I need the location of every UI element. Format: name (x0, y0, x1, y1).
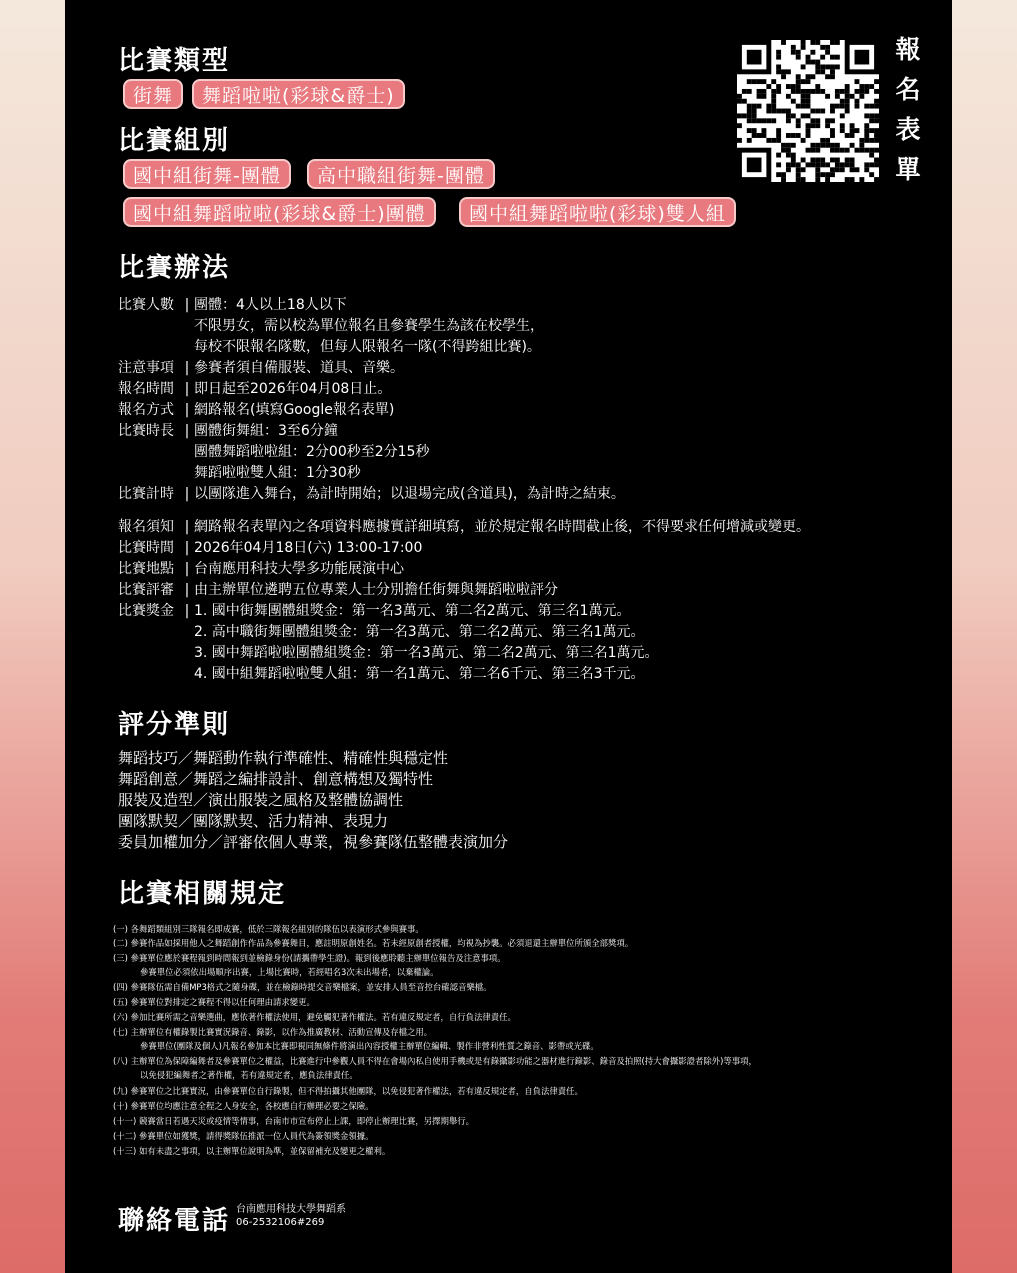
group-tag-1: 國中組街舞-團體 (123, 159, 291, 189)
section-title-rules: 比賽相關規定 (118, 879, 287, 909)
detail-prize-4: 4. 國中組舞蹈啦啦雙人組：第一名1萬元、第二名6千元、第三名3千元。 (194, 666, 645, 682)
rule-item: (二) 參賽作品如採用他人之舞蹈創作作品為參賽舞目，應註明原創姓名。若未經原創者授權，均視為抄襲。必須退還主辦單位所頒全部獎項。 (113, 938, 634, 948)
registration-char-4: 單 (895, 155, 921, 184)
contact-title: 聯絡電話 (118, 1206, 231, 1236)
group-tag-4: 國中組舞蹈啦啦(彩球)雙人組 (459, 197, 736, 227)
criteria-item: 舞蹈技巧／舞蹈動作執行準確性、精確性與穩定性 (118, 749, 449, 767)
registration-qr-code[interactable] (737, 40, 879, 182)
rule-item: (八) 主辦單位為保障編舞者及參賽單位之權益，比賽進行中參觀人員不得在會場內私自使用手機或是有錄攝影功能之器材進行錄影、錄音及拍照(持大會攝影證者除外)等事項， (113, 1056, 757, 1066)
detail-date: 比賽時間 | 2026年04月18日(六) 13:00-17:00 (118, 540, 423, 556)
rule-item: (一) 各舞蹈類組別三隊報名即成賽，低於三隊報名組別的隊伍以表演形式參與賽事。 (113, 924, 424, 934)
type-tag-streetdance: 街舞 (123, 79, 183, 109)
section-title-group: 比賽組別 (118, 126, 231, 156)
rule-item: (四) 參賽隊伍需自備MP3格式之隨身碟，並在檢錄時提交音樂檔案，並安排人員至音控台確認音樂檔。 (113, 982, 492, 992)
rule-item: (十三) 如有未盡之事項，以主辦單位說明為準，並保留補充及變更之權利。 (113, 1146, 391, 1156)
detail-notice: 注意事項 | 參賽者須自備服裝、道具、音樂。 (118, 360, 404, 376)
registration-char-3: 表 (895, 115, 921, 144)
criteria-item: 服裝及造型／演出服裝之風格及整體協調性 (118, 791, 404, 809)
detail-prize: 比賽獎金 | 1. 國中街舞團體組獎金：第一名3萬元、第二名2萬元、第三名1萬元。 (118, 603, 631, 619)
detail-duration-3: 舞蹈啦啦雙人組：1分30秒 (194, 465, 361, 481)
section-title-method: 比賽辦法 (118, 253, 231, 283)
criteria-item: 舞蹈創意／舞蹈之編排設計、創意構想及獨特性 (118, 770, 434, 788)
group-tag-2: 高中職組街舞-團體 (307, 159, 495, 189)
rule-item: (六) 參加比賽所需之音樂選曲，應依著作權法使用，避免觸犯著作權法。若有違反規定者，自行負法律責任。 (113, 1012, 516, 1022)
registration-char-2: 名 (895, 75, 921, 104)
section-title-type: 比賽類型 (118, 46, 231, 76)
detail-venue: 比賽地點 | 台南應用科技大學多功能展演中心 (118, 561, 404, 577)
rule-item-continued: 以免侵犯編舞者之著作權，若有違規定者，應負法律責任。 (140, 1070, 358, 1080)
rule-item: (十二) 參賽單位如獲獎，請得獎隊伍推派一位人員代為簽領獎金領據。 (113, 1131, 374, 1141)
detail-period: 報名時間 | 即日起至2026年04月08日止。 (118, 381, 392, 397)
detail-participants-2: 不限男女，需以校為單位報名且參賽學生為該在校學生， (194, 318, 544, 334)
rule-item: (十) 參賽單位均應注意全程之人身安全，各校應自行辦理必要之保險。 (113, 1101, 374, 1111)
criteria-item: 團隊默契／團隊默契、活力精神、表現力 (118, 812, 389, 830)
detail-prize-3: 3. 國中舞蹈啦啦團體組獎金：第一名3萬元、第二名2萬元、第三名1萬元。 (194, 645, 659, 661)
contact-org: 台南應用科技大學舞蹈系 (236, 1204, 346, 1215)
group-tag-3: 國中組舞蹈啦啦(彩球&爵士)團體 (123, 197, 436, 227)
detail-timing: 比賽計時 | 以團隊進入舞台，為計時開始；以退場完成(含道具)，為計時之結束。 (118, 486, 625, 502)
rule-item-continued: 參賽單位必須依出場順序出賽，上場比賽時，若經唱名3次未出場者，以棄權論。 (140, 967, 439, 977)
detail-prize-2: 2. 高中職街舞團體組獎金：第一名3萬元、第二名2萬元、第三名1萬元。 (194, 624, 645, 640)
detail-must: 報名須知 | 網路報名表單內之各項資料應據實詳細填寫，並於規定報名時間截止後，不得要求任何增減或變更。 (118, 519, 810, 535)
rule-item: (三) 參賽單位應於賽程報到時間報到並檢錄身份(請攜帶學生證)。報到後應聆聽主辦單位報告及注意事項。 (113, 953, 506, 963)
registration-char-1: 報 (895, 35, 921, 64)
type-tag-cheer: 舞蹈啦啦(彩球&爵士) (192, 79, 405, 109)
rule-item: (五) 參賽單位對排定之賽程不得以任何理由請求變更。 (113, 997, 315, 1007)
detail-duration: 比賽時長 | 團體街舞組：3至6分鐘 (118, 423, 338, 439)
detail-method: 報名方式 | 網路報名(填寫Google報名表單) (118, 402, 395, 418)
detail-judge: 比賽評審 | 由主辦單位遴聘五位專業人士分別擔任街舞與舞蹈啦啦評分 (118, 582, 558, 598)
detail-participants: 比賽人數 | 團體：4人以上18人以下 (118, 297, 347, 313)
detail-duration-2: 團體舞蹈啦啦組：2分00秒至2分15秒 (194, 444, 430, 460)
detail-participants-3: 每校不限報名隊數，但每人限報名一隊(不得跨組比賽)。 (194, 339, 541, 355)
contact-phone[interactable]: 06-2532106#269 (236, 1217, 325, 1228)
rule-item: (九) 參賽單位之比賽實況，由參賽單位自行錄製，但不得拍攝其他團隊，以免侵犯著作權法，若有違反規定者，自負法律責任。 (113, 1086, 583, 1096)
qr-code-icon (737, 40, 879, 182)
rule-item: (十一) 競賽當日若遇天災或疫情等情事，台南市市宣布停止上課，即停止辦理比賽，另擇期舉行。 (113, 1116, 474, 1126)
rule-item-continued: 參賽單位(團隊及個人)凡報名參加本比賽即視同無條件將演出內容授權主辦單位編輯、製作非營利性質之錄音、影帶或光碟。 (140, 1041, 599, 1051)
criteria-item: 委員加權加分／評審依個人專業，視參賽隊伍整體表演加分 (118, 833, 509, 851)
section-title-criteria: 評分準則 (118, 710, 231, 740)
rule-item: (七) 主辦單位有權錄製比賽實況錄音、錄影，以作為推廣教材、活動宣傳及存檔之用。 (113, 1027, 433, 1037)
